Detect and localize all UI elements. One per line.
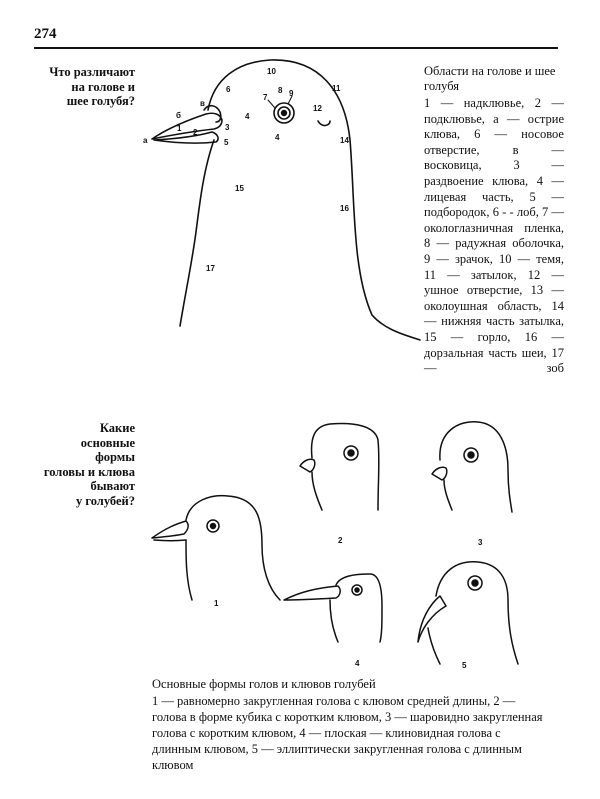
figure-label-2: 2 [338, 536, 343, 545]
pigeon-throat-outline [180, 140, 214, 326]
label-5: 5 [224, 138, 229, 147]
caption-head-regions-title: Области на голове и шее голубя [424, 64, 556, 93]
caption-head-shapes-title: Основные формы голов и клювов голубей [152, 677, 376, 691]
label-3: 3 [225, 123, 230, 132]
pigeon-ear-opening [318, 121, 330, 126]
label-1: 1 [177, 124, 182, 133]
head-shape-1 [152, 496, 280, 600]
label-10: 10 [267, 67, 276, 76]
label-6: 6 [226, 85, 231, 94]
pigeon-head-outline [208, 60, 420, 340]
head-shape-3 [432, 422, 512, 512]
figure-label-3: 3 [478, 538, 483, 547]
pigeon-upper-beak [152, 113, 222, 139]
caption-head-regions-text: 1 — надклювье, 2 — подклювье, а — острие клюва, 6 — носовое отверстие, в — восковица, 3 — раздвоение клюва, 4 — лицевая часть, 5 — подбородок, 6 - - лоб, 7 — окологлазничная пленка, 8 — радужная оболочка, 9 — зрачок, 10 — темя, 11 — затылок, 12 — ушное отверстие, 13 — околоушная область, 14 — нижняя часть затылка, 15 — горло, 16 — дорзальная часть шеи, 17 — зоб [424, 96, 564, 376]
head-shape-2 [300, 424, 379, 510]
label-11: 11 [332, 84, 341, 93]
label-a: а [143, 136, 148, 145]
label-4a: 4 [245, 112, 250, 121]
question-head-shapes: Какие основные формы головы и клюва бывают у голубей? [43, 421, 135, 508]
figure-label-1: 1 [214, 599, 219, 608]
head-shape-4 [284, 574, 382, 642]
question-head-regions: Что различают на голове и шее голубя? [49, 65, 135, 108]
head-shape-5 [418, 562, 518, 664]
label-2: 2 [193, 128, 198, 137]
pigeon-pupil [281, 110, 287, 116]
figure-label-4: 4 [355, 659, 360, 668]
label-9: 9 [289, 89, 294, 98]
page-number: 274 [34, 26, 57, 42]
label-4b: 4 [275, 133, 280, 142]
label-8: 8 [278, 86, 283, 95]
label-7: 7 [263, 93, 268, 102]
label-14: 14 [340, 136, 349, 145]
label-17: 17 [206, 264, 215, 273]
caption-head-shapes-body: 1 — равномерно закругленная голова с клювом средней длины, 2 — голова в форме кубика с коротким клювом, 3 — шаровидно закругленная голова с коротким клювом, 4 — плоская — клиновидная голова с длинным клювом, 5 — эллиптически закругленная голова с длинным клювом [152, 694, 543, 772]
label-12: 12 [313, 104, 322, 113]
label-v: в [200, 99, 205, 108]
caption-head-shapes [152, 676, 552, 773]
label-b: б [176, 111, 181, 120]
figure-label-5: 5 [462, 661, 467, 670]
label-16: 16 [340, 204, 349, 213]
label-15: 15 [235, 184, 244, 193]
